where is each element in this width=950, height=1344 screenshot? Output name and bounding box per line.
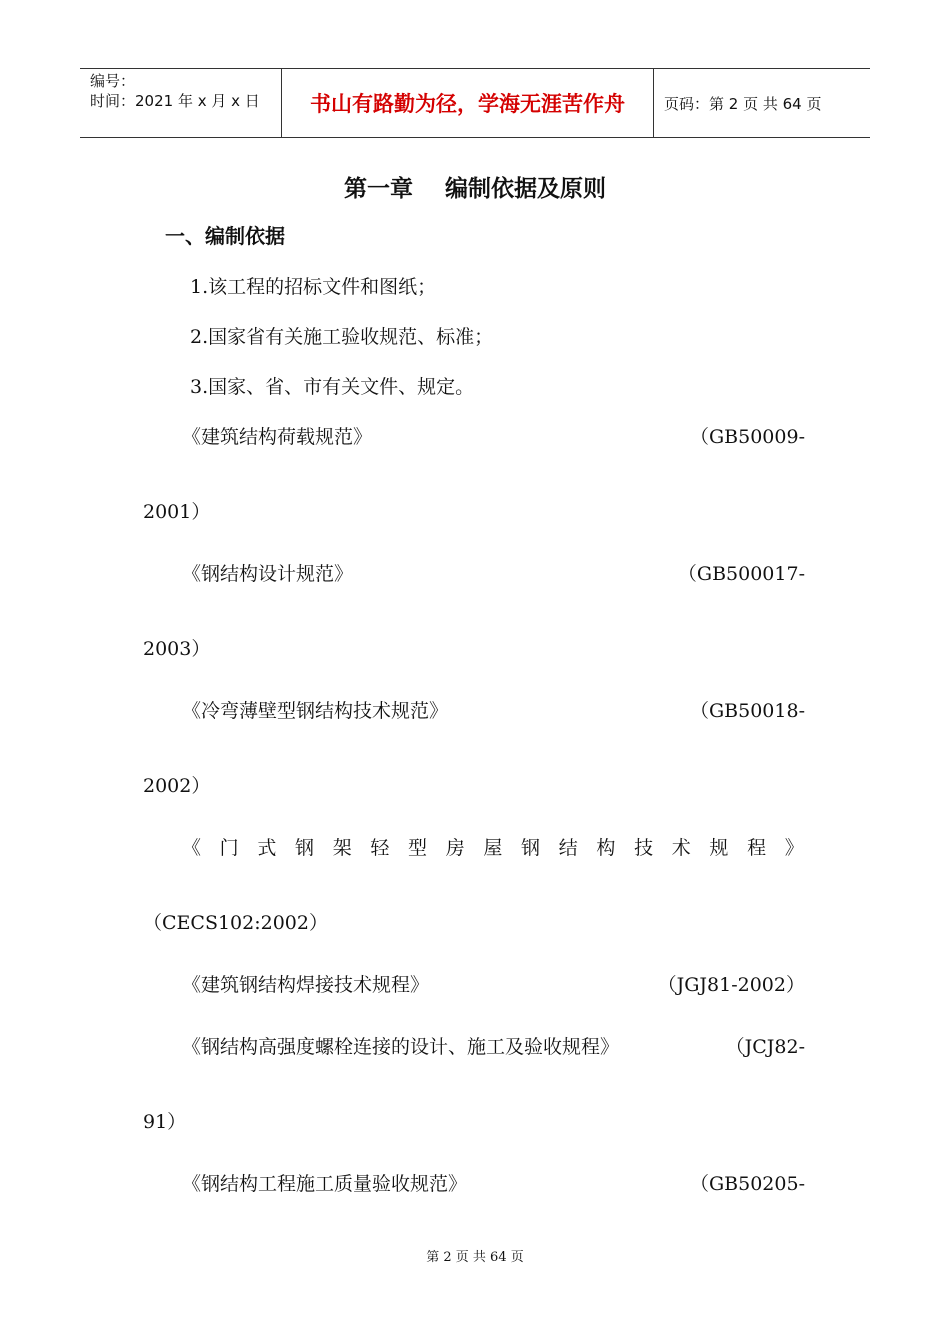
spread-char: 结 — [558, 837, 578, 859]
spread-char: 轻 — [370, 837, 390, 859]
list-item: 1.该工程的招标文件和图纸； — [190, 276, 437, 298]
reference-code-continued: 2002） — [143, 775, 211, 797]
spread-char: 架 — [332, 837, 352, 859]
reference-title: 《钢结构设计规范》 — [182, 563, 354, 585]
reference-title: 《建筑钢结构焊接技术规程》 — [182, 974, 430, 996]
reference-code: （GB50018- — [689, 700, 805, 722]
spread-char: 屋 — [483, 837, 503, 859]
spread-char: 钢 — [521, 837, 541, 859]
list-item: 3.国家、省、市有关文件、规定。 — [190, 376, 475, 398]
chapter-title: 第一章 编制依据及原则 — [343, 176, 607, 202]
spread-char: 术 — [671, 837, 691, 859]
reference-title: 《建筑结构荷载规范》 — [182, 426, 373, 448]
reference-title-spread — [182, 833, 804, 860]
serial-label: 编号： — [90, 72, 136, 90]
time-label: 时间：2021 年 x 月 x 日 — [90, 92, 260, 110]
reference-code-continued: （CECS102:2002） — [143, 912, 328, 934]
reference-code: （GB50009- — [689, 426, 805, 448]
spread-char: 钢 — [295, 837, 315, 859]
reference-code-continued: 2001） — [143, 501, 211, 523]
spread-char: 型 — [408, 837, 428, 859]
reference-code-continued: 91） — [143, 1111, 187, 1133]
reference-title: 《钢结构工程施工质量验收规范》 — [182, 1173, 468, 1195]
header-motto: 书山有路勤为径，学海无涯苦作舟 — [282, 69, 654, 137]
page-footer: 第 2 页 共 64 页 — [426, 1250, 524, 1265]
spread-char: 技 — [634, 837, 654, 859]
spread-char: 式 — [257, 837, 277, 859]
reference-code-continued: 2003） — [143, 638, 211, 660]
header-page-info: 页码：第 2 页 共 64 页 — [664, 94, 822, 113]
spread-char: 门 — [219, 837, 239, 859]
reference-code: （JGJ81-2002） — [657, 974, 805, 996]
spread-char: 《 — [182, 837, 202, 859]
reference-title: 《冷弯薄壁型钢结构技术规范》 — [182, 700, 449, 722]
spread-char: 程 — [747, 837, 767, 859]
spread-char: 》 — [784, 837, 804, 859]
list-item: 2.国家省有关施工验收规范、标准； — [190, 326, 494, 348]
reference-code: （JCJ82- — [725, 1036, 805, 1058]
section-title: 一、编制依据 — [165, 224, 285, 248]
header-info-cell — [80, 69, 282, 137]
spread-char: 构 — [596, 837, 616, 859]
reference-code: （GB500017- — [677, 563, 805, 585]
spread-char: 规 — [709, 837, 729, 859]
reference-title: 《钢结构高强度螺栓连接的设计、施工及验收规程》 — [182, 1036, 620, 1058]
spread-char: 房 — [445, 837, 465, 859]
page-header — [80, 68, 870, 138]
reference-code: （GB50205- — [689, 1173, 805, 1195]
